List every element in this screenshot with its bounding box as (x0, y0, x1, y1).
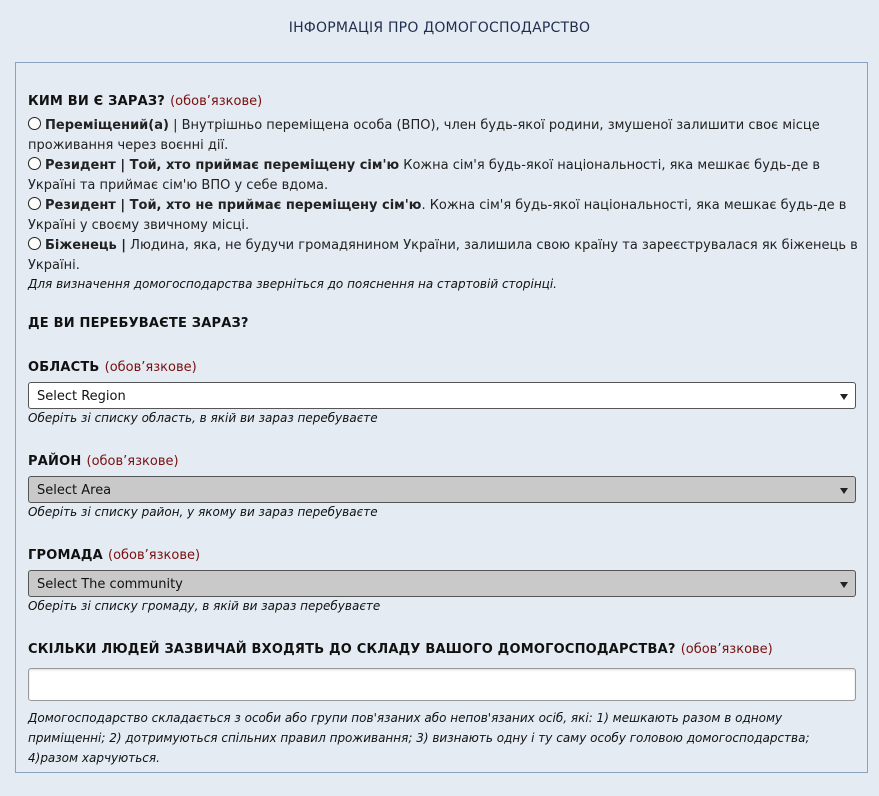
who-question-title: КИМ ВИ Є ЗАРАЗ? (28, 94, 166, 109)
area-title: РАЙОН (28, 454, 82, 469)
radio-option-label: Резидент | Той, хто не приймає переміщену сім'ю (45, 198, 422, 213)
required-marker: (обов’язкове) (680, 642, 773, 657)
who-options (28, 116, 858, 291)
required-marker: (обов’язкове) (170, 94, 263, 109)
community-select[interactable] (28, 570, 856, 597)
where-question-title: ДЕ ВИ ПЕРЕБУВАЄТЕ ЗАРАЗ? (28, 316, 249, 331)
radio-option-description: . Кожна сім'я будь-якої національності, яка мешкає будь-де в Україні у своєму звичному місці. (28, 198, 847, 233)
chevron-down-icon (840, 488, 848, 494)
form-panel (15, 62, 868, 773)
community-label (28, 544, 200, 563)
who-question (28, 90, 262, 109)
who-hint: Для визначення домогосподарства зверніться до пояснення на стартовій сторінці. (28, 277, 557, 291)
page-title: ІНФОРМАЦІЯ ПРО ДОМОГОСПОДАРСТВО (288, 20, 591, 36)
radio-option-description: Кожна сім'я будь-якої національності, яка мешкає будь-де в Україні та приймає сім'ю ВПО у себе вдома. (28, 158, 821, 193)
region-select[interactable] (28, 382, 856, 409)
required-marker: (обов’язкове) (104, 360, 197, 375)
region-hint: Оберіть зі списку область, в якій ви зараз перебуваєте (28, 411, 378, 425)
required-marker: (обов’язкове) (108, 548, 201, 563)
household-hint: Домогосподарство складається з особи або групи пов'язаних або непов'язаних осіб, які: 1) мешкають разом в одному приміщенні; 2) дотримуються спільних правил проживання; 3) визнають одну і ту саму особу головою домогосподарства; 4)разом харчуються. (28, 711, 810, 765)
community-title: ГРОМАДА (28, 548, 103, 563)
radio-button[interactable] (28, 157, 41, 170)
radio-option-description: Людина, яка, не будучи громадянином України, залишила свою країну та зареєструвалася як біженець в Україні. (28, 238, 858, 273)
community-hint: Оберіть зі списку громаду, в якій ви зараз перебуваєте (28, 599, 381, 613)
area-hint: Оберіть зі списку район, у якому ви зараз перебуваєте (28, 505, 378, 519)
household-size-input[interactable] (28, 668, 856, 701)
radio-button[interactable] (28, 117, 41, 130)
radio-option-label: Резидент | Той, хто приймає переміщену сім'ю (45, 158, 400, 173)
household-title: СКІЛЬКИ ЛЮДЕЙ ЗАЗВИЧАЙ ВХОДЯТЬ ДО СКЛАДУ ВАШОГО ДОМОГОСПОДАРСТВА? (28, 642, 676, 657)
region-label (28, 356, 197, 375)
region-select-value: Select Region (37, 389, 126, 404)
area-select-value: Select Area (37, 483, 112, 498)
radio-option-description: | Внутрішньо переміщена особа (ВПО), член будь-якої родини, змушеної залишити своє місце проживання через воєнні дії. (28, 118, 820, 153)
chevron-down-icon (840, 394, 848, 400)
community-select-value: Select The community (37, 577, 183, 592)
required-marker: (обов’язкове) (86, 454, 179, 469)
radio-option-refugee[interactable] (28, 236, 858, 276)
radio-button[interactable] (28, 197, 41, 210)
household-label (28, 638, 858, 657)
area-label (28, 450, 179, 469)
radio-option-label: Переміщений(а) (45, 118, 169, 133)
radio-button[interactable] (28, 237, 41, 250)
chevron-down-icon (840, 582, 848, 588)
radio-option-resident-hosting[interactable] (28, 156, 858, 196)
region-title: ОБЛАСТЬ (28, 360, 100, 375)
area-select[interactable] (28, 476, 856, 503)
radio-option-label: Біженець | (45, 238, 127, 253)
radio-option-resident-not-hosting[interactable] (28, 196, 858, 236)
radio-option-displaced[interactable] (28, 116, 858, 156)
